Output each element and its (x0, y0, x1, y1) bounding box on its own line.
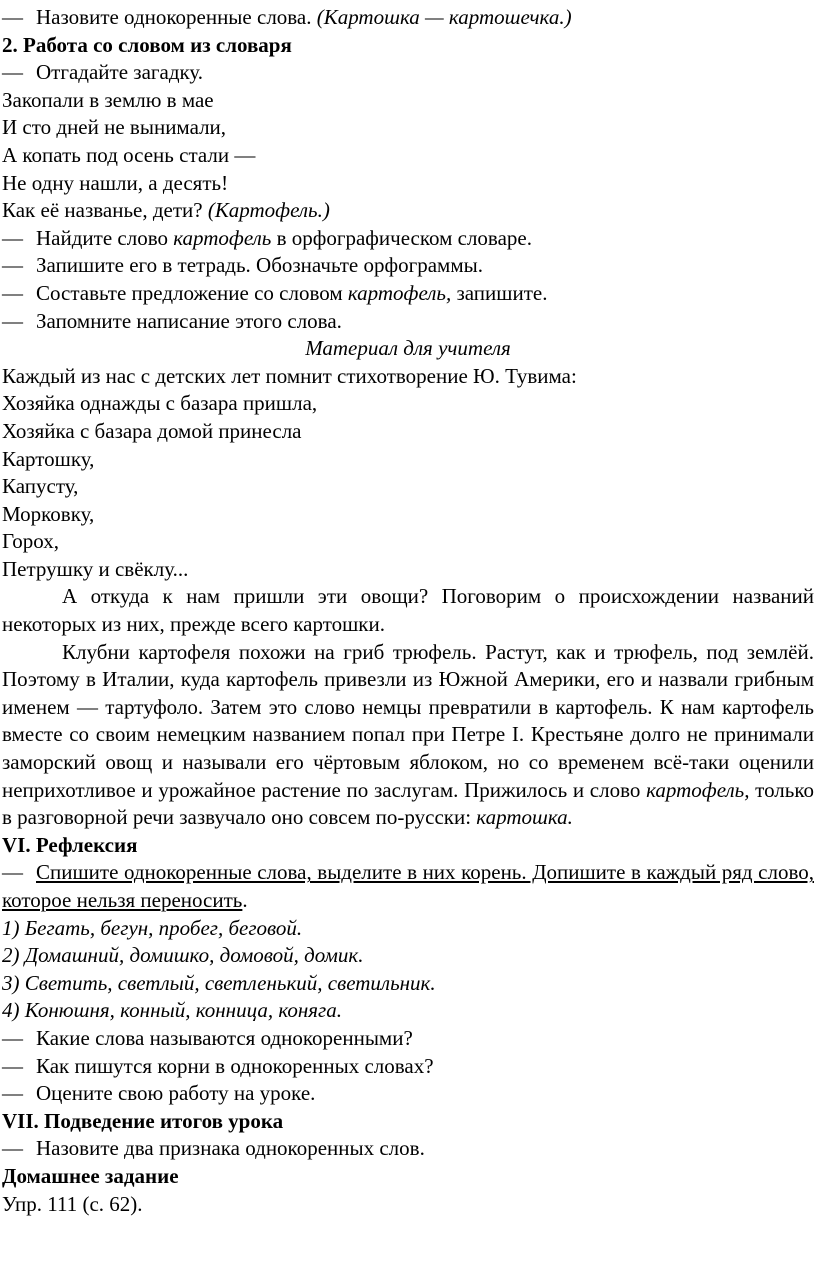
poem-line: Хозяйка однажды с базара пришла, (2, 391, 318, 416)
section-heading: 2. Работа со словом из словаря (2, 32, 292, 57)
word-row: 2) Домашний, домишко, домовой, домик. (2, 943, 364, 968)
teacher-intro: Каждый из нас с детских лет помнит стихотворение Ю. Тувима: (2, 363, 577, 388)
teacher-paragraph: Клубни картофеля похожи на гриб трюфель. Растут, как и трюфель, под землёй. Поэтому в Италии, куда картофель привезли из Южной Америки, его и назвали грибным именем — тартуфоло. Затем это слово немцы превратили в картофель. К нам картофель вместе со своим немецким названием попал при Петре I. Крестьяне долго не принимали заморский овощ и называли его чёртовым яблоком, но со временем всё-таки оценили неприхотливое и урожайное растение по заслугам. Прижилось и слово картофель, только в разговорной речи зазвучало оно совсем по-русски: картошка. (2, 639, 814, 830)
word-row: 3) Светить, светлый, светленький, светильник. (2, 970, 436, 995)
task-line: — Отгадайте загадку. (2, 60, 204, 85)
poem-line: Хозяйка с базара домой принесла (2, 418, 302, 443)
word-row: 4) Конюшня, конный, конница, коняга. (2, 998, 342, 1023)
task-line: — Назовите два признака однокоренных слов. (2, 1136, 425, 1161)
task-line: — Назовите однокоренные слова. (Картошка — картошечка.) (2, 5, 572, 29)
riddle-line: А копать под осень стали — (2, 142, 256, 167)
homework-text: Упр. 111 (с. 62). (2, 1191, 143, 1216)
poem-line: Капусту, (2, 474, 79, 499)
task-line: — Спишите однокоренные слова, выделите в них корень. Допишите в каждый ряд слово, которое нельзя переносить. (2, 860, 814, 912)
poem-line: Морковку, (2, 501, 95, 526)
task-line: — Запомните написание этого слова. (2, 308, 342, 333)
question-line: — Оцените свою работу на уроке. (2, 1081, 316, 1106)
task-line: — Запишите его в тетрадь. Обозначьте орфограммы. (2, 253, 483, 278)
poem-line: Петрушку и свёклу... (2, 556, 189, 581)
riddle-line: Не одну нашли, а десять! (2, 170, 229, 195)
question-line: — Как пишутся корни в однокоренных словах? (2, 1053, 434, 1078)
riddle-line: Как её названье, дети? (Картофель.) (2, 198, 330, 223)
poem-line: Горох, (2, 529, 60, 554)
task-line: — Составьте предложение со словом картофель, запишите. (2, 280, 548, 305)
section-heading: VII. Подведение итогов урока (2, 1108, 284, 1133)
task-line: — Найдите слово картофель в орфографическом словаре. (2, 225, 532, 250)
riddle-line: И сто дней не вынимали, (2, 115, 227, 140)
section-heading: VI. Рефлексия (2, 832, 138, 857)
question-line: — Какие слова называются однокоренными? (2, 1025, 413, 1050)
teacher-paragraph: А откуда к нам пришли эти овощи? Поговорим о происхождении названий некоторых из них, прежде всего картошки. (2, 584, 814, 637)
word-row: 1) Бегать, бегун, пробег, беговой. (2, 915, 303, 940)
teacher-material-heading: Материал для учителя (305, 336, 511, 361)
riddle-line: Закопали в землю в мае (2, 87, 214, 112)
homework-heading: Домашнее задание (2, 1163, 179, 1188)
poem-line: Картошку, (2, 446, 95, 471)
